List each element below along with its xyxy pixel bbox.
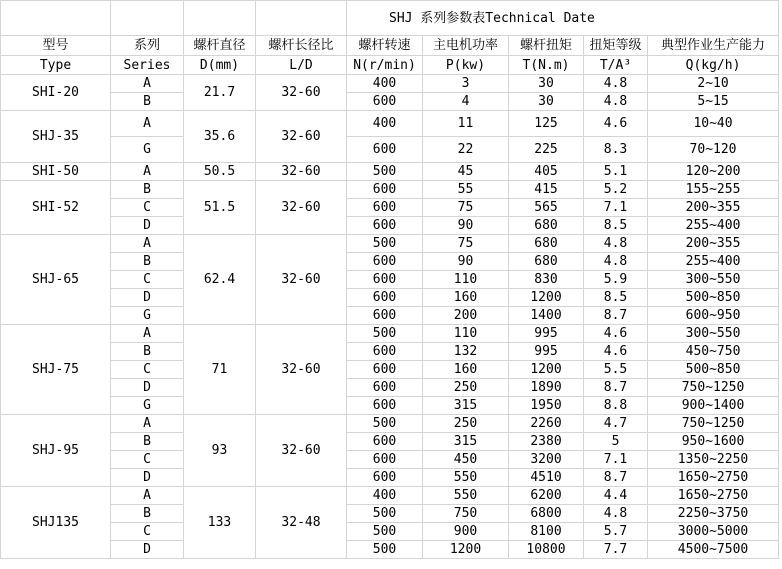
header-row-cn <box>1 36 779 56</box>
torque-grade-cell: 8.5 <box>584 289 648 307</box>
title-row <box>1 1 779 36</box>
torque-grade-cell: 7.7 <box>584 541 648 559</box>
diameter-cell: 71 <box>184 325 256 415</box>
speed-cell: 600 <box>347 181 423 199</box>
torque-grade-cell: 5.1 <box>584 163 648 181</box>
torque-cell: 30 <box>509 75 584 93</box>
series-cell: G <box>111 307 184 325</box>
series-cell: G <box>111 397 184 415</box>
unit-speed: N(r/min) <box>347 56 423 75</box>
power-cell: 315 <box>423 397 509 415</box>
power-cell: 75 <box>423 199 509 217</box>
table-row <box>1 343 779 361</box>
torque-grade-cell: 5.7 <box>584 523 648 541</box>
unit-capacity: Q(kg/h) <box>648 56 779 75</box>
series-cell: G <box>111 137 184 163</box>
model-type-cell: SHI-50 <box>1 163 111 181</box>
table-row <box>1 415 779 433</box>
torque-cell: 10800 <box>509 541 584 559</box>
table-row <box>1 541 779 559</box>
model-type-cell: SHJ-65 <box>1 235 111 325</box>
blank-cell <box>111 1 184 36</box>
unit-ld: L/D <box>256 56 347 75</box>
header-series: 系列 <box>111 36 184 56</box>
power-cell: 250 <box>423 379 509 397</box>
capacity-cell: 120~200 <box>648 163 779 181</box>
capacity-cell: 300~550 <box>648 271 779 289</box>
table-row <box>1 235 779 253</box>
ld-ratio-cell: 32-60 <box>256 325 347 415</box>
torque-grade-cell: 8.5 <box>584 217 648 235</box>
header-ld: 螺杆长径比 <box>256 36 347 56</box>
table-row <box>1 253 779 271</box>
table-row <box>1 433 779 451</box>
capacity-cell: 255~400 <box>648 217 779 235</box>
ld-ratio-cell: 32-60 <box>256 163 347 181</box>
torque-cell: 680 <box>509 253 584 271</box>
capacity-cell: 500~850 <box>648 289 779 307</box>
torque-grade-cell: 5.9 <box>584 271 648 289</box>
speed-cell: 500 <box>347 523 423 541</box>
header-capacity: 典型作业生产能力 <box>648 36 779 56</box>
speed-cell: 600 <box>347 433 423 451</box>
model-type-cell: SHI-20 <box>1 75 111 111</box>
capacity-cell: 2250~3750 <box>648 505 779 523</box>
torque-cell: 1400 <box>509 307 584 325</box>
capacity-cell: 500~850 <box>648 361 779 379</box>
torque-grade-cell: 5.2 <box>584 181 648 199</box>
speed-cell: 600 <box>347 289 423 307</box>
table-row <box>1 325 779 343</box>
series-cell: B <box>111 181 184 199</box>
torque-cell: 6800 <box>509 505 584 523</box>
capacity-cell: 750~1250 <box>648 415 779 433</box>
model-type-cell: SHJ135 <box>1 487 111 559</box>
series-cell: A <box>111 415 184 433</box>
capacity-cell: 2~10 <box>648 75 779 93</box>
power-cell: 450 <box>423 451 509 469</box>
speed-cell: 600 <box>347 379 423 397</box>
series-cell: A <box>111 235 184 253</box>
torque-grade-cell: 4.6 <box>584 343 648 361</box>
model-type-cell: SHJ-95 <box>1 415 111 487</box>
power-cell: 3 <box>423 75 509 93</box>
power-cell: 90 <box>423 253 509 271</box>
series-cell: A <box>111 163 184 181</box>
torque-grade-cell: 8.3 <box>584 137 648 163</box>
header-type: 型号 <box>1 36 111 56</box>
speed-cell: 600 <box>347 253 423 271</box>
power-cell: 110 <box>423 271 509 289</box>
series-cell: C <box>111 199 184 217</box>
table-row <box>1 451 779 469</box>
power-cell: 90 <box>423 217 509 235</box>
torque-cell: 2260 <box>509 415 584 433</box>
torque-grade-cell: 4.4 <box>584 487 648 505</box>
power-cell: 110 <box>423 325 509 343</box>
speed-cell: 600 <box>347 137 423 163</box>
power-cell: 4 <box>423 93 509 111</box>
capacity-cell: 600~950 <box>648 307 779 325</box>
torque-grade-cell: 7.1 <box>584 451 648 469</box>
speed-cell: 600 <box>347 451 423 469</box>
power-cell: 75 <box>423 235 509 253</box>
speed-cell: 600 <box>347 271 423 289</box>
speed-cell: 600 <box>347 93 423 111</box>
torque-grade-cell: 4.8 <box>584 75 648 93</box>
header-speed: 螺杆转速 <box>347 36 423 56</box>
capacity-cell: 300~550 <box>648 325 779 343</box>
torque-cell: 680 <box>509 217 584 235</box>
ld-ratio-cell: 32-60 <box>256 415 347 487</box>
capacity-cell: 950~1600 <box>648 433 779 451</box>
torque-cell: 415 <box>509 181 584 199</box>
capacity-cell: 1650~2750 <box>648 487 779 505</box>
capacity-cell: 3000~5000 <box>648 523 779 541</box>
header-power: 主电机功率 <box>423 36 509 56</box>
series-cell: D <box>111 541 184 559</box>
capacity-cell: 900~1400 <box>648 397 779 415</box>
capacity-cell: 200~355 <box>648 235 779 253</box>
ld-ratio-cell: 32-60 <box>256 181 347 235</box>
torque-grade-cell: 8.7 <box>584 469 648 487</box>
ld-ratio-cell: 32-60 <box>256 75 347 111</box>
table-row <box>1 271 779 289</box>
torque-grade-cell: 4.8 <box>584 505 648 523</box>
torque-cell: 830 <box>509 271 584 289</box>
capacity-cell: 70~120 <box>648 137 779 163</box>
model-type-cell: SHI-52 <box>1 181 111 235</box>
torque-grade-cell: 4.6 <box>584 325 648 343</box>
header-torque: 螺杆扭矩 <box>509 36 584 56</box>
torque-grade-cell: 8.7 <box>584 379 648 397</box>
series-cell: B <box>111 433 184 451</box>
diameter-cell: 35.6 <box>184 111 256 163</box>
table-row <box>1 75 779 93</box>
diameter-cell: 50.5 <box>184 163 256 181</box>
table-row <box>1 163 779 181</box>
speed-cell: 600 <box>347 469 423 487</box>
power-cell: 55 <box>423 181 509 199</box>
model-type-cell: SHJ-35 <box>1 111 111 163</box>
speed-cell: 400 <box>347 75 423 93</box>
power-cell: 45 <box>423 163 509 181</box>
speed-cell: 500 <box>347 325 423 343</box>
torque-cell: 1890 <box>509 379 584 397</box>
diameter-cell: 133 <box>184 487 256 559</box>
series-cell: B <box>111 253 184 271</box>
table-row <box>1 361 779 379</box>
table-row <box>1 289 779 307</box>
speed-cell: 500 <box>347 541 423 559</box>
blank-cell <box>1 1 111 36</box>
series-cell: C <box>111 523 184 541</box>
torque-cell: 995 <box>509 325 584 343</box>
series-cell: D <box>111 469 184 487</box>
table-row <box>1 379 779 397</box>
table-row <box>1 487 779 505</box>
power-cell: 200 <box>423 307 509 325</box>
series-cell: D <box>111 289 184 307</box>
series-cell: A <box>111 111 184 137</box>
table-row <box>1 217 779 235</box>
series-cell: B <box>111 505 184 523</box>
speed-cell: 500 <box>347 505 423 523</box>
capacity-cell: 1650~2750 <box>648 469 779 487</box>
series-cell: B <box>111 93 184 111</box>
speed-cell: 500 <box>347 163 423 181</box>
power-cell: 250 <box>423 415 509 433</box>
unit-power: P(kw) <box>423 56 509 75</box>
torque-cell: 6200 <box>509 487 584 505</box>
model-type-cell: SHJ-75 <box>1 325 111 415</box>
unit-series: Series <box>111 56 184 75</box>
blank-cell <box>256 1 347 36</box>
power-cell: 132 <box>423 343 509 361</box>
table-row <box>1 199 779 217</box>
capacity-cell: 750~1250 <box>648 379 779 397</box>
power-cell: 750 <box>423 505 509 523</box>
speed-cell: 600 <box>347 199 423 217</box>
table-row <box>1 469 779 487</box>
torque-cell: 30 <box>509 93 584 111</box>
table-title: SHJ 系列参数表Technical Date <box>347 1 779 36</box>
capacity-cell: 155~255 <box>648 181 779 199</box>
series-cell: D <box>111 379 184 397</box>
series-cell: A <box>111 75 184 93</box>
header-row-en <box>1 56 779 75</box>
power-cell: 900 <box>423 523 509 541</box>
torque-grade-cell: 8.7 <box>584 307 648 325</box>
torque-grade-cell: 8.8 <box>584 397 648 415</box>
series-cell: D <box>111 217 184 235</box>
capacity-cell: 200~355 <box>648 199 779 217</box>
torque-cell: 1950 <box>509 397 584 415</box>
torque-grade-cell: 4.8 <box>584 253 648 271</box>
torque-grade-cell: 4.6 <box>584 111 648 137</box>
unit-diameter: D(mm) <box>184 56 256 75</box>
torque-cell: 4510 <box>509 469 584 487</box>
series-cell: C <box>111 271 184 289</box>
table-row <box>1 523 779 541</box>
table-row <box>1 93 779 111</box>
capacity-cell: 4500~7500 <box>648 541 779 559</box>
power-cell: 22 <box>423 137 509 163</box>
table-row <box>1 505 779 523</box>
torque-grade-cell: 4.8 <box>584 235 648 253</box>
torque-cell: 565 <box>509 199 584 217</box>
table-row <box>1 111 779 137</box>
ld-ratio-cell: 32-48 <box>256 487 347 559</box>
torque-grade-cell: 4.8 <box>584 93 648 111</box>
torque-cell: 680 <box>509 235 584 253</box>
capacity-cell: 255~400 <box>648 253 779 271</box>
capacity-cell: 5~15 <box>648 93 779 111</box>
series-cell: C <box>111 361 184 379</box>
speed-cell: 600 <box>347 361 423 379</box>
unit-type: Type <box>1 56 111 75</box>
diameter-cell: 93 <box>184 415 256 487</box>
torque-cell: 8100 <box>509 523 584 541</box>
speed-cell: 600 <box>347 397 423 415</box>
table-row <box>1 181 779 199</box>
speed-cell: 500 <box>347 235 423 253</box>
capacity-cell: 1350~2250 <box>648 451 779 469</box>
diameter-cell: 62.4 <box>184 235 256 325</box>
torque-grade-cell: 7.1 <box>584 199 648 217</box>
torque-cell: 125 <box>509 111 584 137</box>
speed-cell: 400 <box>347 111 423 137</box>
series-cell: A <box>111 325 184 343</box>
speed-cell: 600 <box>347 217 423 235</box>
torque-cell: 405 <box>509 163 584 181</box>
torque-cell: 1200 <box>509 289 584 307</box>
series-cell: B <box>111 343 184 361</box>
power-cell: 1200 <box>423 541 509 559</box>
power-cell: 550 <box>423 487 509 505</box>
speed-cell: 400 <box>347 487 423 505</box>
ld-ratio-cell: 32-60 <box>256 111 347 163</box>
series-cell: A <box>111 487 184 505</box>
header-diameter: 螺杆直径 <box>184 36 256 56</box>
diameter-cell: 51.5 <box>184 181 256 235</box>
speed-cell: 500 <box>347 415 423 433</box>
power-cell: 315 <box>423 433 509 451</box>
capacity-cell: 450~750 <box>648 343 779 361</box>
diameter-cell: 21.7 <box>184 75 256 111</box>
series-cell: C <box>111 451 184 469</box>
speed-cell: 600 <box>347 307 423 325</box>
table-row <box>1 307 779 325</box>
power-cell: 550 <box>423 469 509 487</box>
torque-grade-cell: 4.7 <box>584 415 648 433</box>
power-cell: 160 <box>423 361 509 379</box>
table-body <box>1 1 779 559</box>
unit-torque-grade: T/A³ <box>584 56 648 75</box>
blank-cell <box>184 1 256 36</box>
power-cell: 160 <box>423 289 509 307</box>
torque-cell: 995 <box>509 343 584 361</box>
torque-cell: 225 <box>509 137 584 163</box>
ld-ratio-cell: 32-60 <box>256 235 347 325</box>
torque-grade-cell: 5 <box>584 433 648 451</box>
torque-cell: 2380 <box>509 433 584 451</box>
torque-cell: 3200 <box>509 451 584 469</box>
unit-torque: T(N.m) <box>509 56 584 75</box>
speed-cell: 600 <box>347 343 423 361</box>
torque-cell: 1200 <box>509 361 584 379</box>
torque-grade-cell: 5.5 <box>584 361 648 379</box>
capacity-cell: 10~40 <box>648 111 779 137</box>
power-cell: 11 <box>423 111 509 137</box>
table-row <box>1 137 779 163</box>
header-torque-grade: 扭矩等级 <box>584 36 648 56</box>
table-row <box>1 397 779 415</box>
